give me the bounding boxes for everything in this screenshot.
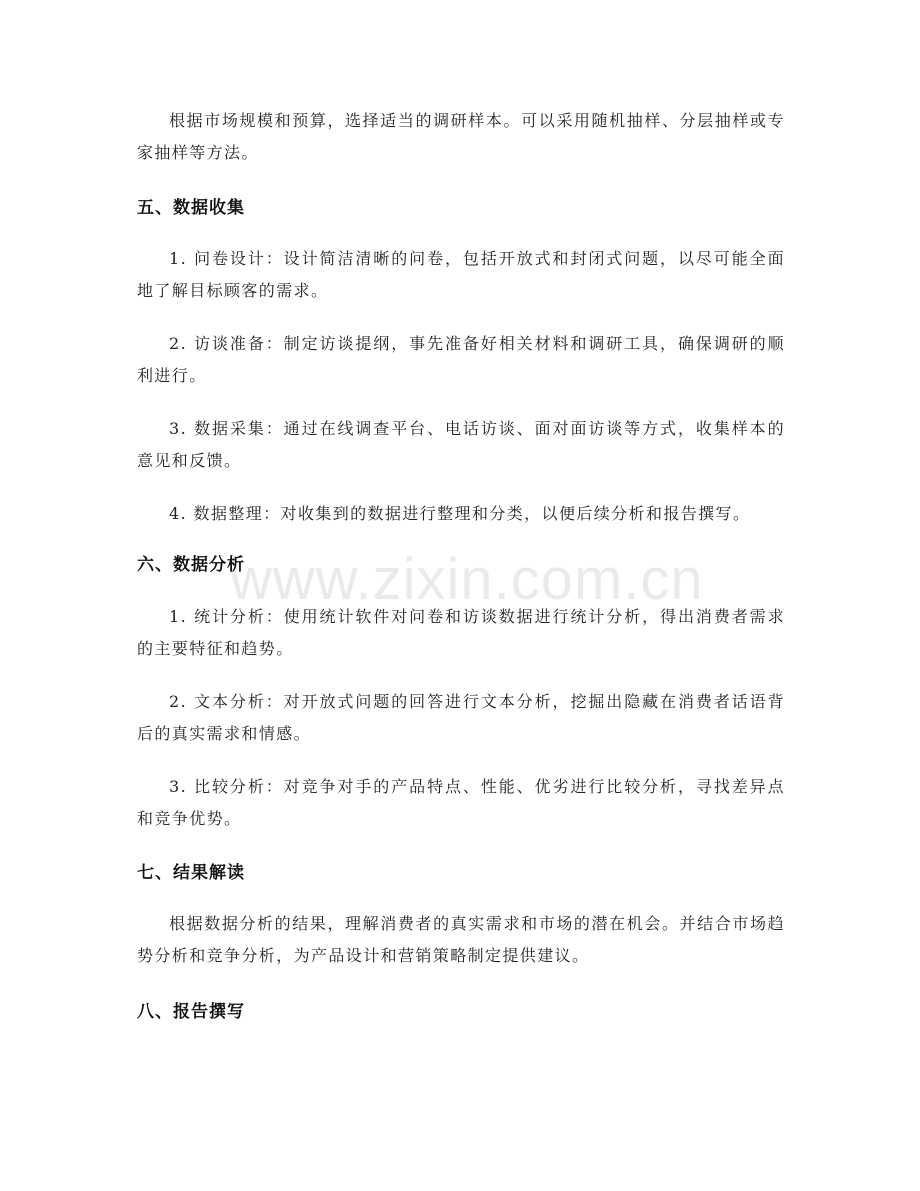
heading-report-writing: 八、报告撰写 xyxy=(137,1002,245,1022)
heading-data-collection: 五、数据收集 xyxy=(137,198,245,218)
list-item-comparative-analysis: 3. 比较分析：对竞争对手的产品特点、性能、优劣进行比较分析，寻找差异点和竞争优势。 xyxy=(137,777,785,828)
paragraph-sampling: 根据市场规模和预算，选择适当的调研样本。可以采用随机抽样、分层抽样或专家抽样等方法。 xyxy=(137,111,785,162)
list-item-data-organizing: 4. 数据整理：对收集到的数据进行整理和分类，以便后续分析和报告撰写。 xyxy=(169,504,751,523)
heading-data-analysis: 六、数据分析 xyxy=(137,555,245,575)
heading-result-interpretation: 七、结果解读 xyxy=(137,863,245,883)
watermark-text: www.zixin.com.cn xyxy=(230,547,704,612)
list-item-text-analysis: 2. 文本分析：对开放式问题的回答进行文本分析，挖掘出隐藏在消费者话语背后的真实需求和情感。 xyxy=(137,692,785,743)
list-item-statistical-analysis: 1. 统计分析：使用统计软件对问卷和访谈数据进行统计分析，得出消费者需求的主要特征和趋势。 xyxy=(137,607,785,658)
list-item-interview-prep: 2. 访谈准备：制定访谈提纲，事先准备好相关材料和调研工具，确保调研的顺利进行。 xyxy=(137,334,785,385)
paragraph-result: 根据数据分析的结果，理解消费者的真实需求和市场的潜在机会。并结合市场趋势分析和竞争分析，为产品设计和营销策略制定提供建议。 xyxy=(137,914,785,965)
list-item-data-acquisition: 3. 数据采集：通过在线调查平台、电话访谈、面对面访谈等方式，收集样本的意见和反馈。 xyxy=(137,419,785,470)
list-item-questionnaire: 1. 问卷设计：设计简洁清晰的问卷，包括开放式和封闭式问题，以尽可能全面地了解目标顾客的需求。 xyxy=(137,249,785,300)
